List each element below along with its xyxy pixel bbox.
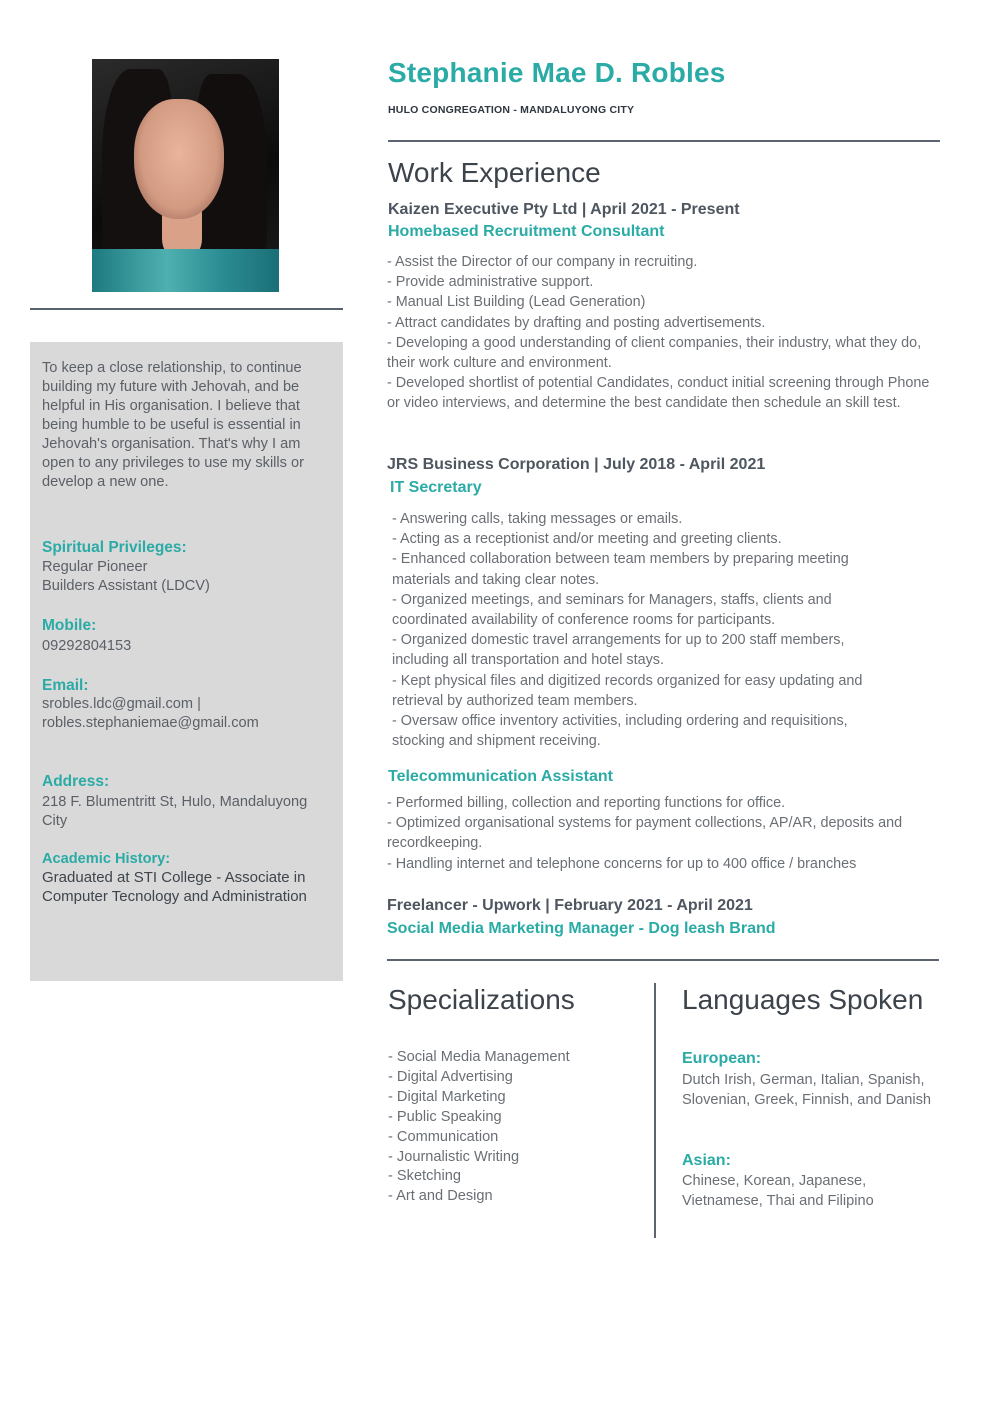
specializations-title: Specializations	[388, 984, 575, 1015]
mobile-number: 09292804153	[42, 638, 132, 654]
email-secondary: robles.stephaniemae@gmail.com	[42, 715, 259, 731]
job-role: Telecommunication Assistant	[388, 768, 613, 785]
list-item: - Sketching	[388, 1168, 462, 1185]
specializations-list	[388, 1048, 570, 1207]
job-bullets	[387, 252, 932, 414]
section-divider	[387, 959, 939, 961]
bullet-item: - Manual List Building (Lead Generation)	[387, 294, 646, 311]
email-primary: srobles.ldc@gmail.com |	[42, 696, 201, 712]
job-bullets	[392, 509, 902, 751]
bullet-item: - Provide administrative support.	[387, 274, 594, 291]
job-header: JRS Business Corporation | July 2018 - April 2021	[387, 456, 766, 473]
bullet-item: - Handling internet and telephone concerns for up to 400 office / branches	[387, 855, 857, 872]
address-text: 218 F. Blumentritt St, Hulo, Mandaluyong City	[42, 794, 308, 829]
european-label: European:	[682, 1050, 762, 1067]
bullet-item: - Kept physical files and digitized records organized for easy updating and retrieval by authorized team members.	[392, 672, 863, 709]
bullet-item: - Optimized organisational systems for payment collections, AP/AR, deposits and recordkeeping.	[387, 815, 903, 852]
job-role: IT Secretary	[390, 479, 482, 496]
bullet-item: - Attract candidates by drafting and posting advertisements.	[387, 314, 766, 331]
bullet-item: - Organized domestic travel arrangements for up to 200 staff members, including all transportation and hotel stays.	[392, 632, 845, 669]
bullet-item: - Acting as a receptionist and/or meeting and greeting clients.	[392, 531, 782, 548]
bullet-item: - Organized meetings, and seminars for Managers, staffs, clients and coordinated availability of conference rooms for participants.	[392, 591, 832, 629]
job-bullets	[387, 793, 927, 874]
header-divider	[388, 140, 940, 142]
list-item: - Social Media Management	[388, 1049, 570, 1065]
email-label: Email:	[42, 677, 89, 694]
asian-languages: Chinese, Korean, Japanese, Vietnamese, Thai and Filipino	[682, 1173, 874, 1209]
objective-text: To keep a close relationship, to continue building my future with Jehovah, and be helpful in His organisation. I believe that being humble to be useful is essential in Jehovah's organisation. That's why I am open to any privileges to use my skills or develop a new one.	[42, 360, 304, 490]
privilege-item: Builders Assistant (LDCV)	[42, 578, 210, 594]
academic-label: Academic History:	[42, 851, 171, 867]
european-languages: Dutch Irish, German, Italian, Spanish, Slovenian, Greek, Finnish, and Danish	[682, 1072, 932, 1108]
column-divider	[654, 983, 656, 1238]
job-role: Social Media Marketing Manager - Dog leash Brand	[387, 920, 776, 937]
bullet-item: - Developed shortlist of potential Candidates, conduct initial screening through Phone or video interviews, and determine the best candidate then schedule an skill test.	[387, 375, 930, 412]
bullet-item: - Performed billing, collection and reporting functions for office.	[387, 795, 786, 811]
mobile-label: Mobile:	[42, 617, 97, 634]
work-experience-title: Work Experience	[388, 157, 601, 188]
address-label: Address:	[42, 773, 110, 790]
congregation-subtitle: HULO CONGREGATION - MANDALUYONG CITY	[388, 104, 635, 116]
academic-text: Graduated at STI College - Associate in Computer Tecnology and Administration	[42, 869, 307, 905]
bullet-item: - Developing a good understanding of client companies, their industry, what they do, their work culture and environment.	[387, 334, 922, 372]
privilege-item: Regular Pioneer	[42, 559, 148, 575]
job-header: Kaizen Executive Pty Ltd | April 2021 - Present	[388, 201, 740, 218]
list-item: - Public Speaking	[388, 1108, 502, 1125]
bullet-item: - Oversaw office inventory activities, including ordering and requisitions, stocking and shipment receiving.	[392, 713, 848, 750]
job-header: Freelancer - Upwork | February 2021 - April 2021	[387, 897, 753, 914]
list-item: - Digital Marketing	[388, 1088, 506, 1105]
bullet-item: - Assist the Director of our company in recruiting.	[387, 254, 698, 270]
list-item: - Digital Advertising	[388, 1068, 513, 1085]
bullet-item: - Answering calls, taking messages or emails.	[392, 511, 683, 527]
list-item: - Art and Design	[388, 1188, 493, 1205]
profile-photo	[92, 59, 279, 292]
list-item: - Journalistic Writing	[388, 1148, 520, 1165]
asian-label: Asian:	[682, 1152, 731, 1169]
languages-title: Languages Spoken	[682, 984, 924, 1015]
left-divider	[30, 308, 343, 310]
bullet-item: - Enhanced collaboration between team members by preparing meeting materials and taking clear notes.	[392, 551, 849, 588]
job-role: Homebased Recruitment Consultant	[388, 223, 665, 240]
page-title: Stephanie Mae D. Robles	[388, 57, 726, 88]
list-item: - Communication	[388, 1128, 499, 1145]
privileges-label: Spiritual Privileges:	[42, 539, 187, 556]
